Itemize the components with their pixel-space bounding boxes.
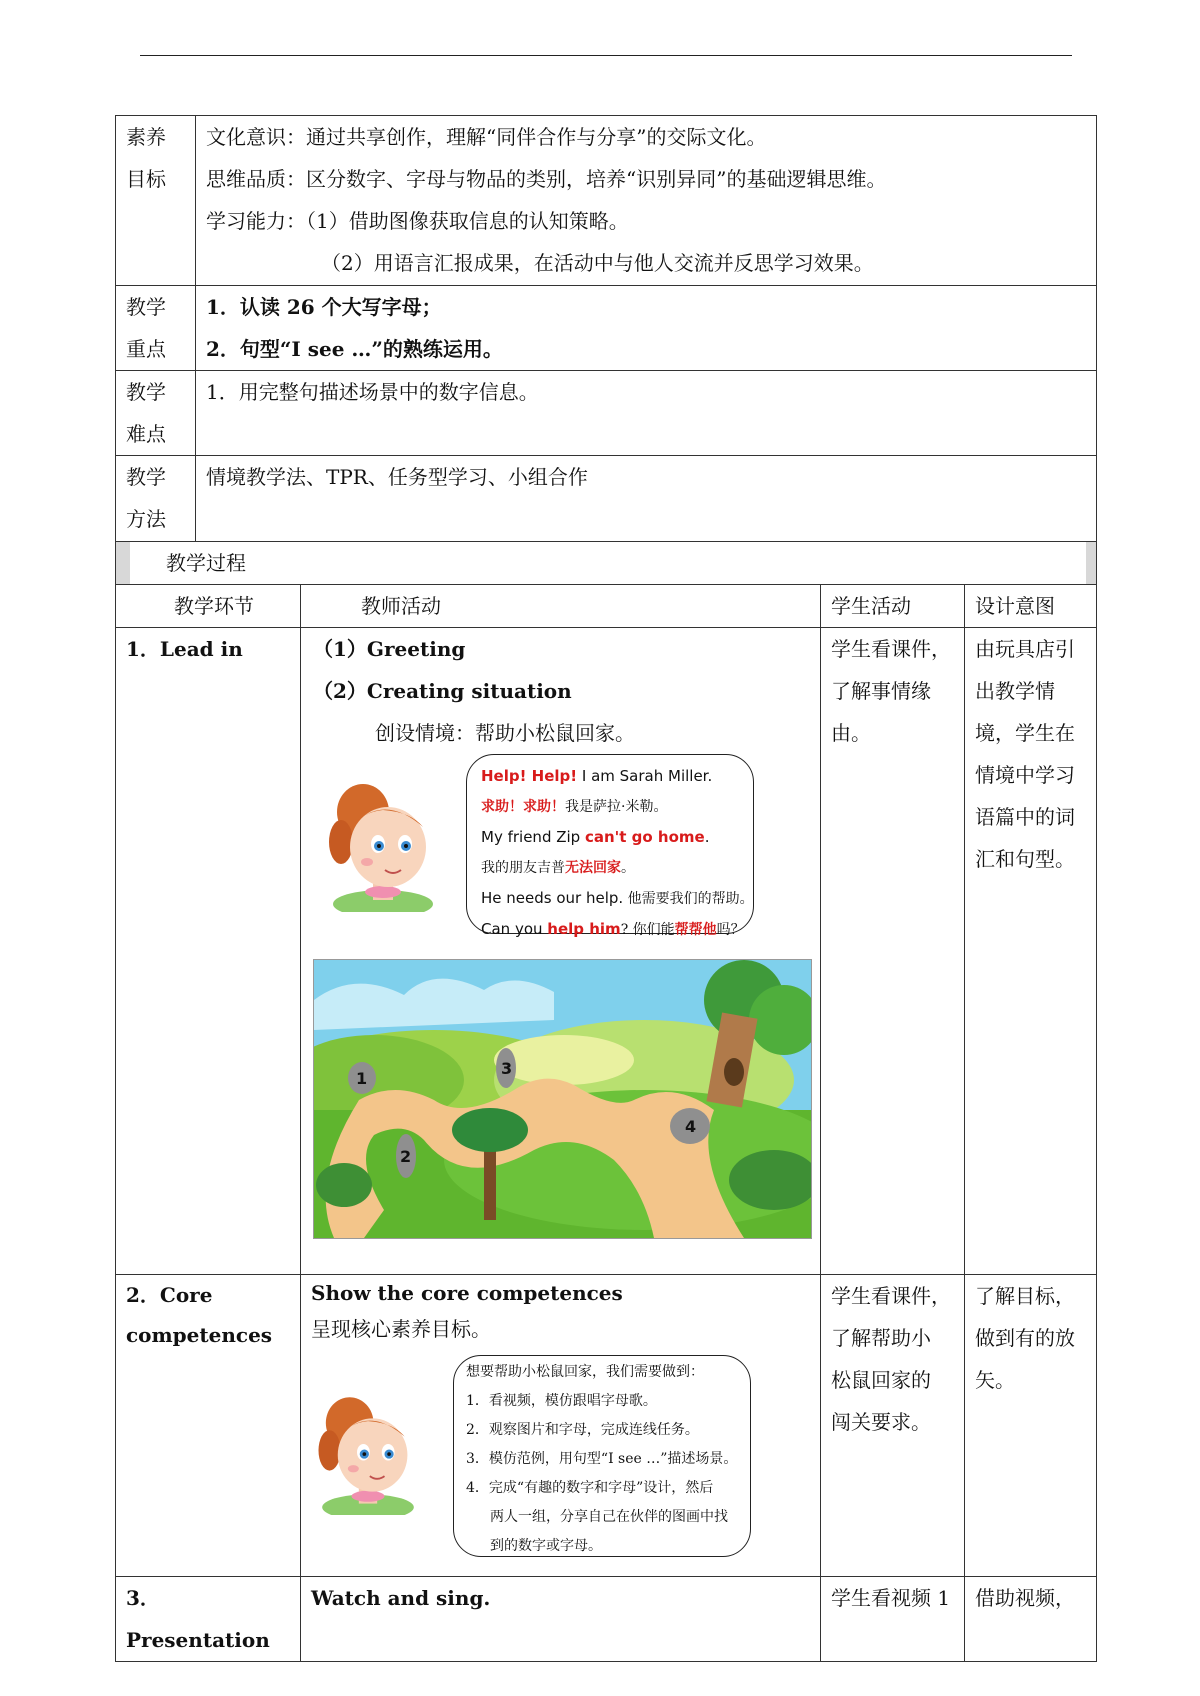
bubble-line: 想要帮助小松鼠回家，我们需要做到：	[466, 1364, 704, 1380]
label-line: 重点	[126, 337, 166, 361]
map-number: 3	[501, 1059, 513, 1078]
label-line: 难点	[126, 422, 166, 446]
intent-line: 由玩具店引	[975, 637, 1075, 661]
bubble-line: 3．模仿范例，用句型“I see …”描述场景。	[466, 1451, 738, 1467]
student-line: 学生看课件，	[831, 1284, 951, 1308]
header-shade-left	[116, 542, 130, 584]
bubble-text: help him	[547, 920, 621, 938]
bubble-text: 我的朋友吉普	[481, 860, 565, 876]
student-line: 闯关要求。	[831, 1410, 931, 1434]
stage-lead-in: 1．Lead in	[116, 628, 301, 1275]
bubble-text: 无法回家	[565, 860, 621, 876]
col-header-teacher: 教师活动	[301, 585, 821, 628]
bubble-text: 吗？	[716, 922, 745, 938]
student-core	[821, 1275, 965, 1577]
map-number: 2	[400, 1147, 412, 1166]
goal-line: 文化意识：通过共享创作，理解“同伴合作与分享”的交际文化。	[206, 125, 767, 149]
intent-line: 汇和句型。	[975, 847, 1075, 871]
lead-in-illustration	[313, 754, 820, 1274]
bubble-text: 他需要我们的帮助。	[623, 891, 754, 907]
girl-illustration	[313, 1395, 423, 1515]
stage-presentation: 3．Presentation	[116, 1577, 301, 1662]
bubble-line: 到的数字或字母。	[490, 1538, 602, 1554]
label-line: 目标	[126, 167, 166, 191]
teacher-line: 呈现核心素养目标。	[311, 1317, 491, 1341]
difficulty-line: 1．用完整句描述场景中的数字信息。	[206, 380, 539, 404]
map-number: 1	[356, 1069, 368, 1088]
squirrel-path-map	[313, 959, 812, 1239]
student-presentation: 学生看视频 1	[821, 1577, 965, 1662]
bubble-text: Can you	[481, 920, 548, 938]
intent-line: 矢。	[975, 1368, 1015, 1392]
goal-line: 思维品质：区分数字、字母与物品的类别，培养“识别异同”的基础逻辑思维。	[206, 167, 887, 191]
process-header	[116, 542, 1097, 585]
difficulties-content	[196, 371, 1097, 456]
intent-presentation: 借助视频，	[965, 1577, 1097, 1662]
intent-lead-in	[965, 628, 1097, 1275]
key-points-content	[196, 286, 1097, 371]
core-illustration	[311, 1347, 810, 1575]
bubble-text: 我是萨拉·米勒。	[565, 799, 668, 815]
goals-label	[116, 116, 196, 286]
bubble-text: Help! Help!	[481, 767, 578, 785]
row-difficulties	[116, 371, 1097, 456]
col-header-intent: 设计意图	[965, 585, 1097, 628]
girl-illustration	[323, 782, 443, 912]
bubble-line: 2．观察图片和字母，完成连线任务。	[466, 1422, 699, 1438]
row-step-presentation	[116, 1577, 1097, 1662]
row-step-core	[116, 1275, 1097, 1577]
stage-line: 2．Core	[126, 1283, 213, 1307]
teacher-lead-in	[301, 628, 821, 1275]
row-methods	[116, 456, 1097, 542]
row-step-lead-in	[116, 628, 1097, 1275]
header-shade-right	[1086, 542, 1096, 584]
goals-content	[196, 116, 1097, 286]
teacher-line: 创设情境：帮助小松鼠回家。	[375, 721, 635, 745]
goal-line: （2）用语言汇报成果，在活动中与他人交流并反思学习效果。	[321, 251, 874, 275]
teacher-presentation: Watch and sing.	[301, 1577, 821, 1662]
methods-content	[196, 456, 1097, 542]
map-number: 4	[685, 1117, 697, 1136]
bubble-text: I am Sarah Miller.	[577, 767, 713, 785]
col-header-stage: 教学环节	[116, 585, 301, 628]
lesson-plan-table	[115, 115, 1097, 1662]
label-line: 方法	[126, 507, 166, 531]
bubble-text: 求助！求助！	[481, 799, 565, 815]
label-line: 教学	[126, 465, 166, 489]
difficulties-label	[116, 371, 196, 456]
bubble-text: can't go home	[584, 828, 705, 846]
intent-line: 境，学生在	[975, 721, 1075, 745]
row-process-header	[116, 542, 1097, 585]
intent-core	[965, 1275, 1097, 1577]
label-line: 教学	[126, 295, 166, 319]
bubble-text: He needs our help.	[481, 889, 624, 907]
intent-line: 做到有的放	[975, 1326, 1075, 1350]
stage-line: competences	[126, 1323, 273, 1347]
bubble-text: My friend Zip	[481, 828, 585, 846]
intent-line: 语篇中的词	[975, 805, 1075, 829]
bubble-text: 。	[621, 860, 635, 876]
top-rule	[140, 55, 1072, 56]
label-line: 教学	[126, 380, 166, 404]
student-line: 学生看课件，	[831, 637, 951, 661]
speech-bubble-goals	[453, 1355, 751, 1557]
student-line: 了解事情缘	[831, 679, 931, 703]
methods-label	[116, 456, 196, 542]
key-points-label	[116, 286, 196, 371]
intent-line: 了解目标，	[975, 1284, 1075, 1308]
label-line: 素养	[126, 125, 166, 149]
bubble-line: 4．完成“有趣的数字和字母”设计，然后	[466, 1480, 714, 1496]
speech-bubble-help	[466, 754, 754, 938]
student-line: 由。	[831, 721, 871, 745]
goal-line: 学习能力：（1）借助图像获取信息的认知策略。	[206, 209, 629, 233]
teacher-line: Show the core competences	[311, 1281, 623, 1305]
process-header-text: 教学过程	[166, 551, 246, 575]
col-header-student: 学生活动	[821, 585, 965, 628]
row-key-points	[116, 286, 1097, 371]
student-line: 了解帮助小	[831, 1326, 931, 1350]
bubble-line: 1．看视频，模仿跟唱字母歌。	[466, 1393, 657, 1409]
intent-line: 出教学情	[975, 679, 1055, 703]
student-line: 松鼠回家的	[831, 1368, 931, 1392]
bubble-text: ? 你们能	[620, 922, 675, 938]
bubble-text: .	[704, 828, 710, 846]
row-goals	[116, 116, 1097, 286]
bubble-text: 帮帮他	[674, 922, 717, 938]
key-point-line: 2．句型“I see …”的熟练运用。	[206, 337, 503, 361]
row-column-headers	[116, 585, 1097, 628]
student-lead-in	[821, 628, 965, 1275]
bubble-line: 两人一组，分享自己在伙伴的图画中找	[490, 1509, 728, 1525]
teacher-line: （2）Creating situation	[313, 679, 572, 703]
method-line: 情境教学法、TPR、任务型学习、小组合作	[206, 465, 588, 489]
teacher-line: （1）Greeting	[313, 637, 466, 661]
teacher-core	[301, 1275, 821, 1577]
key-point-line: 1．认读 26 个大写字母；	[206, 295, 442, 319]
intent-line: 情境中学习	[975, 763, 1075, 787]
stage-core	[116, 1275, 301, 1577]
